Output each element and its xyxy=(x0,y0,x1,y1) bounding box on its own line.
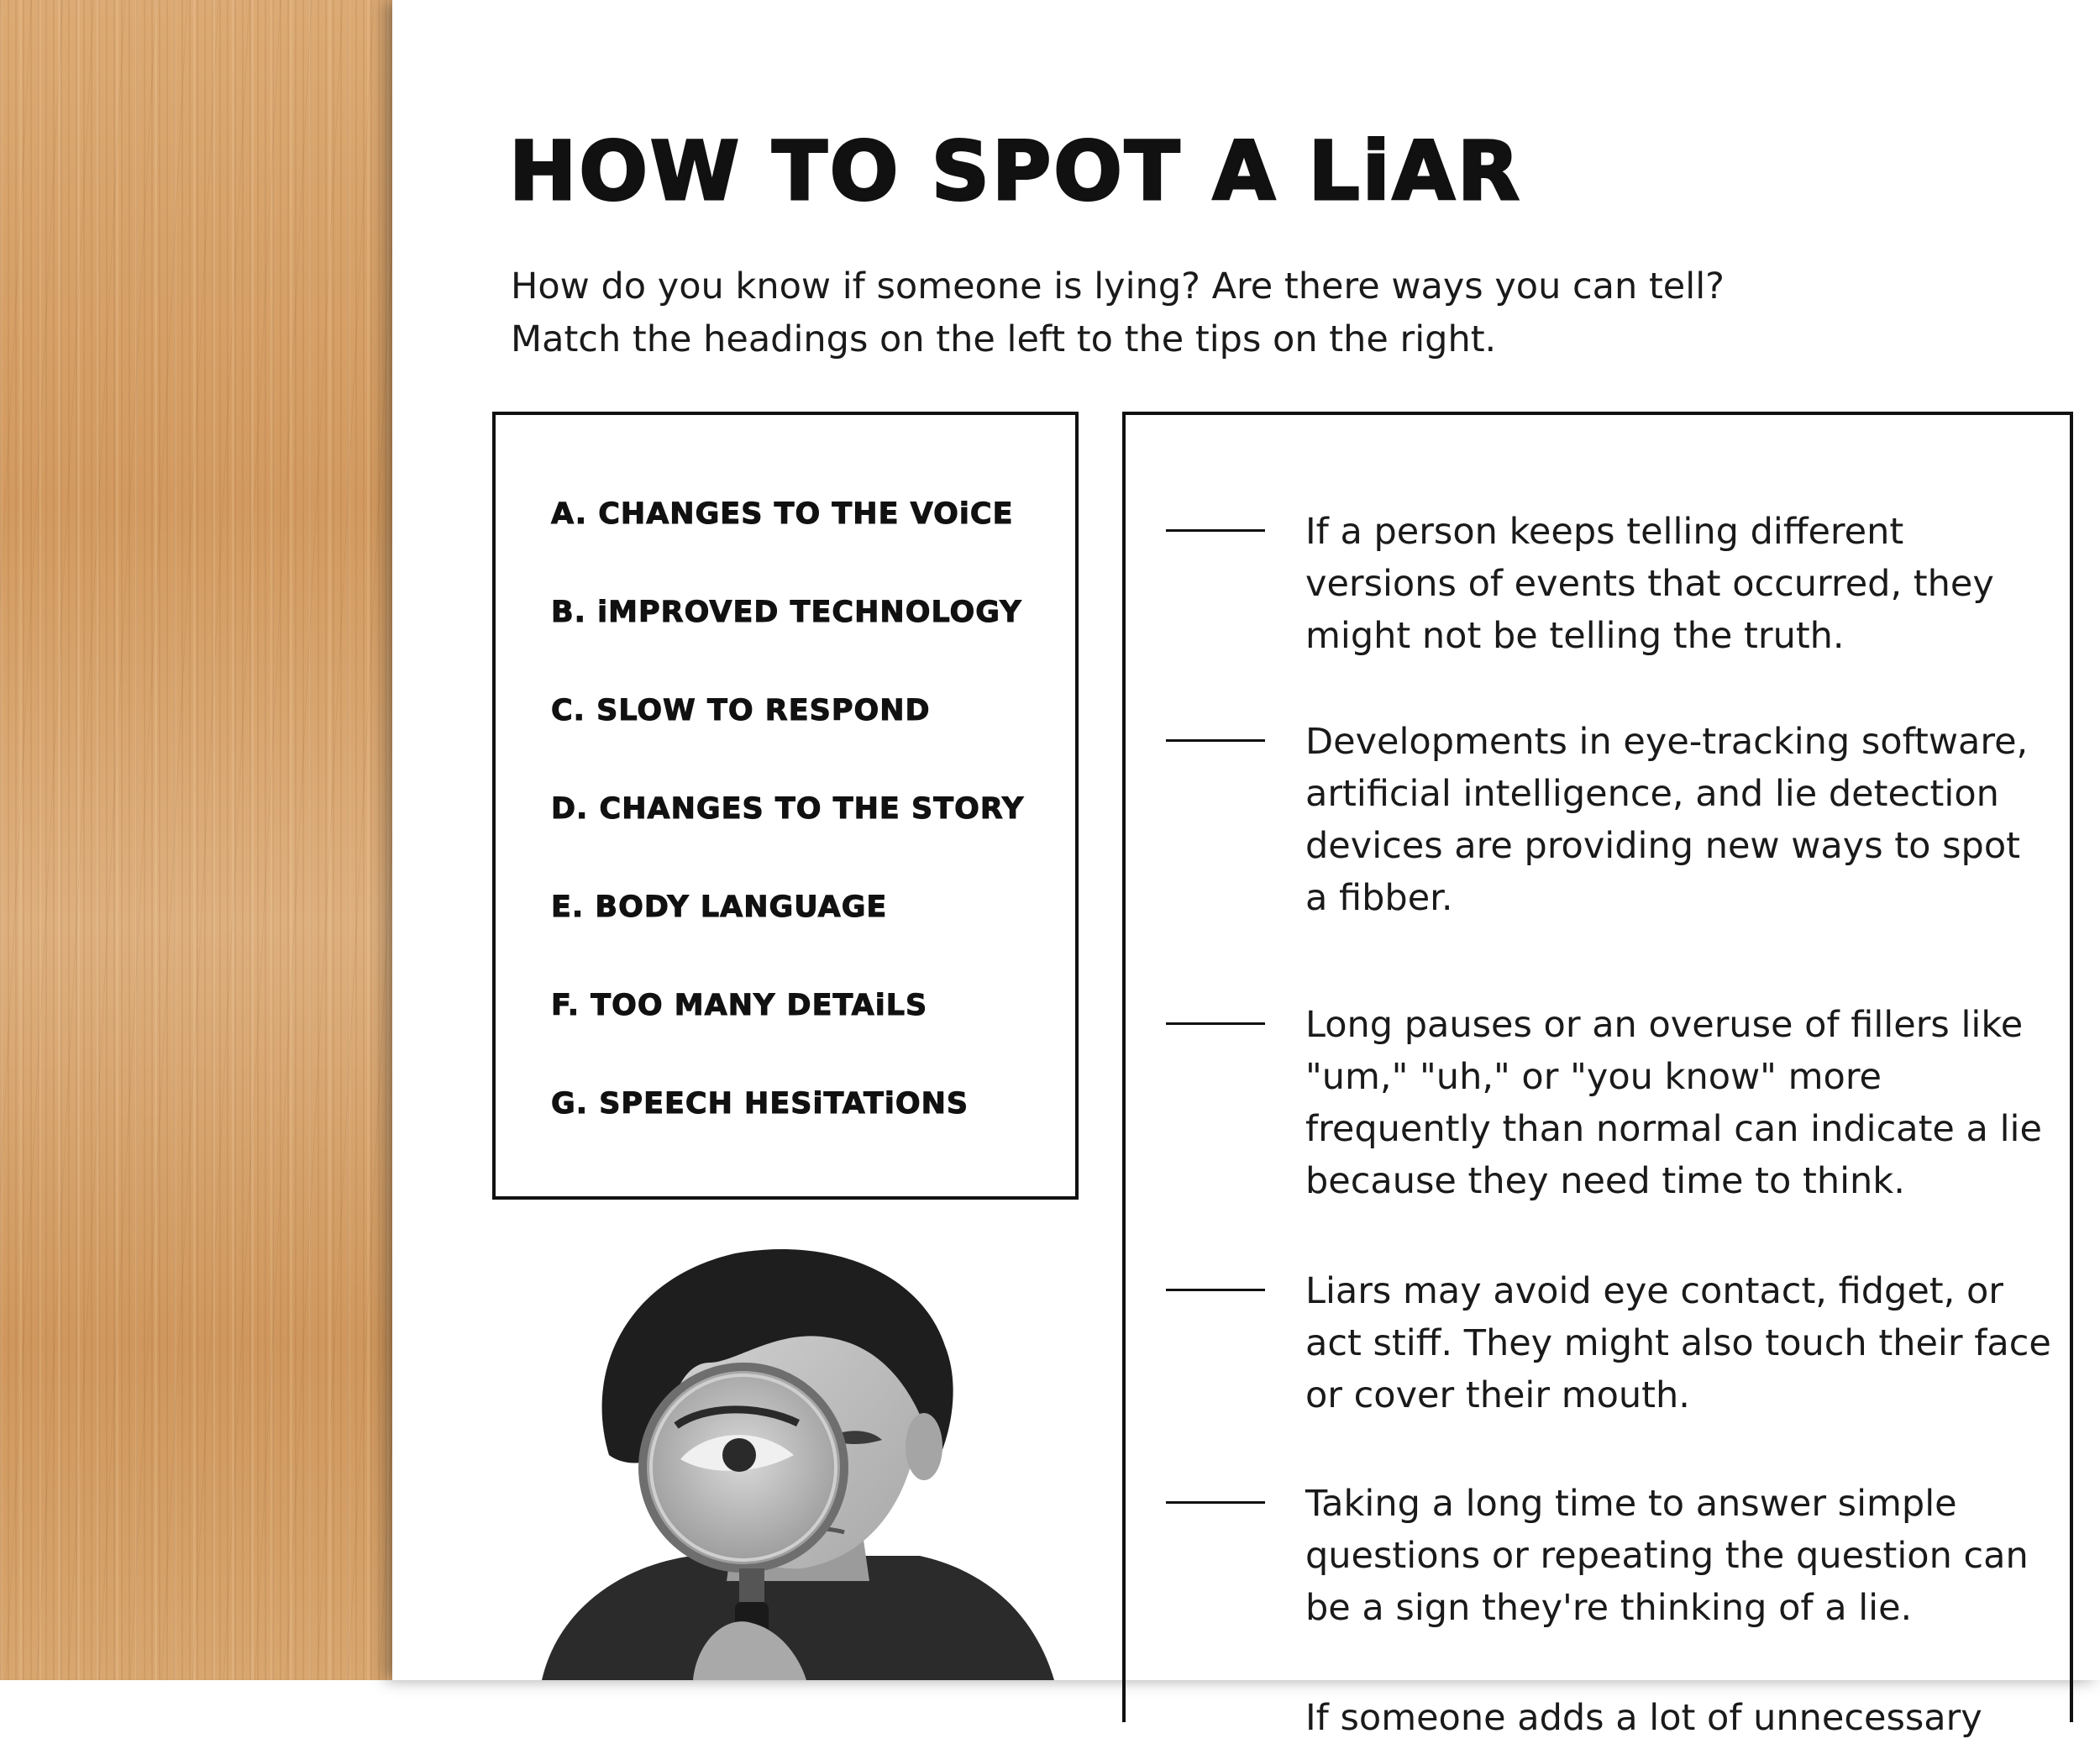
tip-text: Taking a long time to answer simple questions or repeating the question can be a sign they're thinking of a lie. xyxy=(1305,1483,2029,1629)
answer-blank[interactable] xyxy=(1166,1289,1265,1291)
intro-text xyxy=(511,260,1771,366)
heading-item: G. SPEECH HESiTATiONS xyxy=(551,1087,969,1121)
tip-text: Liars may avoid eye contact, fidget, or act stiff. They might also touch their face or cover their mouth. xyxy=(1305,1270,2051,1416)
wood-background xyxy=(0,0,396,1680)
tip-text: Long pauses or an overuse of fillers like "um," "uh," or "you know" more frequently than normal can indicate a lie because they need time to think. xyxy=(1305,1004,2042,1202)
heading-item: E. BODY LANGUAGE xyxy=(551,890,888,924)
heading-item: D. CHANGES TO THE STORY xyxy=(551,792,1025,826)
answer-blank[interactable] xyxy=(1166,1501,1265,1504)
tip-text: If a person keeps telling different versions of events that occurred, they might not be telling the truth. xyxy=(1305,511,1994,657)
intro-line: Match the headings on the left to the tips on the right. xyxy=(511,318,1497,360)
answer-blank[interactable] xyxy=(1166,1022,1265,1025)
heading-item: C. SLOW TO RESPOND xyxy=(551,694,931,728)
tips-box xyxy=(1122,412,2073,1739)
answer-blank[interactable] xyxy=(1166,739,1265,742)
headings-box xyxy=(492,412,1079,1200)
heading-item: B. iMPROVED TECHNOLOGY xyxy=(551,596,1022,629)
answer-blank[interactable] xyxy=(1166,529,1265,532)
heading-item: F. TOO MANY DETAiLS xyxy=(551,989,928,1022)
heading-item: A. CHANGES TO THE VOiCE xyxy=(551,497,1014,531)
worksheet-title: HOW TO SPOT A LiAR xyxy=(509,124,1522,218)
detective-photo xyxy=(525,1245,1063,1680)
tip-text: If someone adds a lot of unnecessary xyxy=(1305,1697,1982,1739)
detective-with-magnifying-glass-icon xyxy=(525,1245,1063,1680)
tip-text: Developments in eye-tracking software, artificial intelligence, and lie detection devices are providing new ways to spot a fibber. xyxy=(1305,721,2029,919)
intro-line: How do you know if someone is lying? Are there ways you can tell? xyxy=(511,265,1725,307)
